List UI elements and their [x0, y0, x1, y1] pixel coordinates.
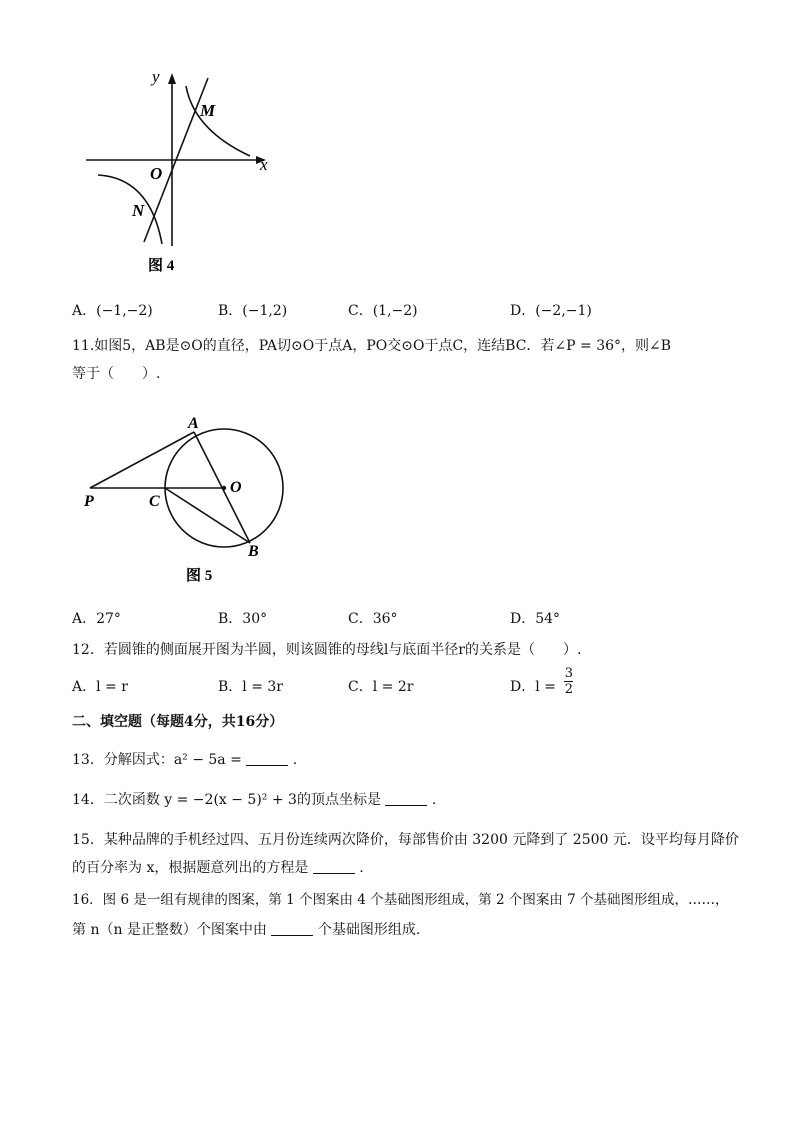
- q14-text: [72, 790, 436, 810]
- fraction-denominator: 2: [564, 681, 573, 697]
- figure-4-graph: [78, 68, 288, 278]
- q15-line2-prefix: 的百分率为 x，根据题意列出的方程是: [72, 860, 309, 876]
- q13-text: [72, 750, 297, 770]
- q12-option-d-fraction: [564, 667, 573, 696]
- point-b-label: B: [248, 543, 259, 560]
- point-p-label: P: [84, 493, 94, 510]
- q13-suffix: .: [292, 752, 298, 768]
- q10-option-c: C．(1,−2): [348, 303, 418, 319]
- q13-prefix: 13．分解因式：a² − 5a =: [72, 752, 242, 768]
- q10-option-b: B．(−1,2): [218, 303, 288, 319]
- q12-option-d-label: D．l =: [510, 679, 556, 695]
- q14-suffix: .: [431, 792, 437, 808]
- point-c-label: C: [149, 493, 160, 510]
- q12-text: 12．若圆锥的侧面展开图为半圆，则该圆锥的母线l与底面半径r的关系是（ ）.: [72, 642, 582, 658]
- q12-option-b: B．l = 3r: [218, 679, 283, 695]
- q11-option-c: C．36°: [348, 611, 398, 627]
- figure-4: [78, 68, 288, 278]
- q11-option-d: D．54°: [510, 611, 561, 627]
- q12-option-a: A．l = r: [72, 679, 128, 695]
- q11-option-b: B．30°: [218, 611, 268, 627]
- y-axis-label: y: [152, 68, 160, 86]
- point-o-label: O: [230, 479, 242, 496]
- q16-line2-suffix: 个基础图形组成.: [317, 922, 421, 938]
- q14-answer-blank: [385, 791, 427, 806]
- figure-5: [70, 410, 310, 590]
- fraction-numerator: 3: [564, 665, 573, 681]
- q15-answer-blank: [313, 859, 355, 874]
- q12-option-c: C．l = 2r: [348, 679, 414, 695]
- q11-text-line1: 11.如图5，AB是⊙O的直径，PA切⊙O于点A，PO交⊙O于点C，连结BC．若∠P = 36°，则∠B: [72, 338, 672, 354]
- figure-5-diagram: [70, 410, 310, 590]
- q12-option-d: [510, 665, 573, 697]
- section-2-heading: 二、填空题（每题4分，共16分）: [72, 714, 284, 730]
- q11-option-a: A．27°: [72, 611, 121, 627]
- x-axis-label: x: [260, 155, 268, 174]
- q14-prefix: 14．二次函数 y = −2(x − 5)² + 3的顶点坐标是: [72, 792, 381, 808]
- q10-option-a: A．(−1,−2): [72, 303, 153, 319]
- point-n-label: N: [132, 201, 145, 220]
- q13-answer-blank: [246, 751, 288, 766]
- q11-text-line2: 等于（ ）.: [72, 366, 161, 382]
- figure-4-caption: 图 4: [148, 258, 175, 274]
- q16-line2-prefix: 第 n（n 是正整数）个图案中由: [72, 922, 267, 938]
- q16-answer-blank: [271, 921, 313, 936]
- origin-label: O: [150, 164, 163, 183]
- q15-line2-suffix: .: [359, 860, 364, 876]
- q16-text-line1: 16．图 6 是一组有规律的图案，第 1 个图案由 4 个基础图形组成，第 2 个图案由 7 个基础图形组成，……，: [72, 892, 729, 908]
- point-m-label: M: [200, 101, 216, 120]
- figure-5-caption: 图 5: [186, 568, 213, 584]
- q15-text-line1: 15．某种品牌的手机经过四、五月份连续两次降价，每部售价由 3200 元降到了 2500 元．设平均每月降价: [72, 832, 739, 848]
- point-a-label: A: [188, 415, 199, 432]
- q15-text-line2: [72, 858, 364, 878]
- q10-option-d: D．(−2,−1): [510, 303, 592, 319]
- q16-text-line2: [72, 920, 420, 940]
